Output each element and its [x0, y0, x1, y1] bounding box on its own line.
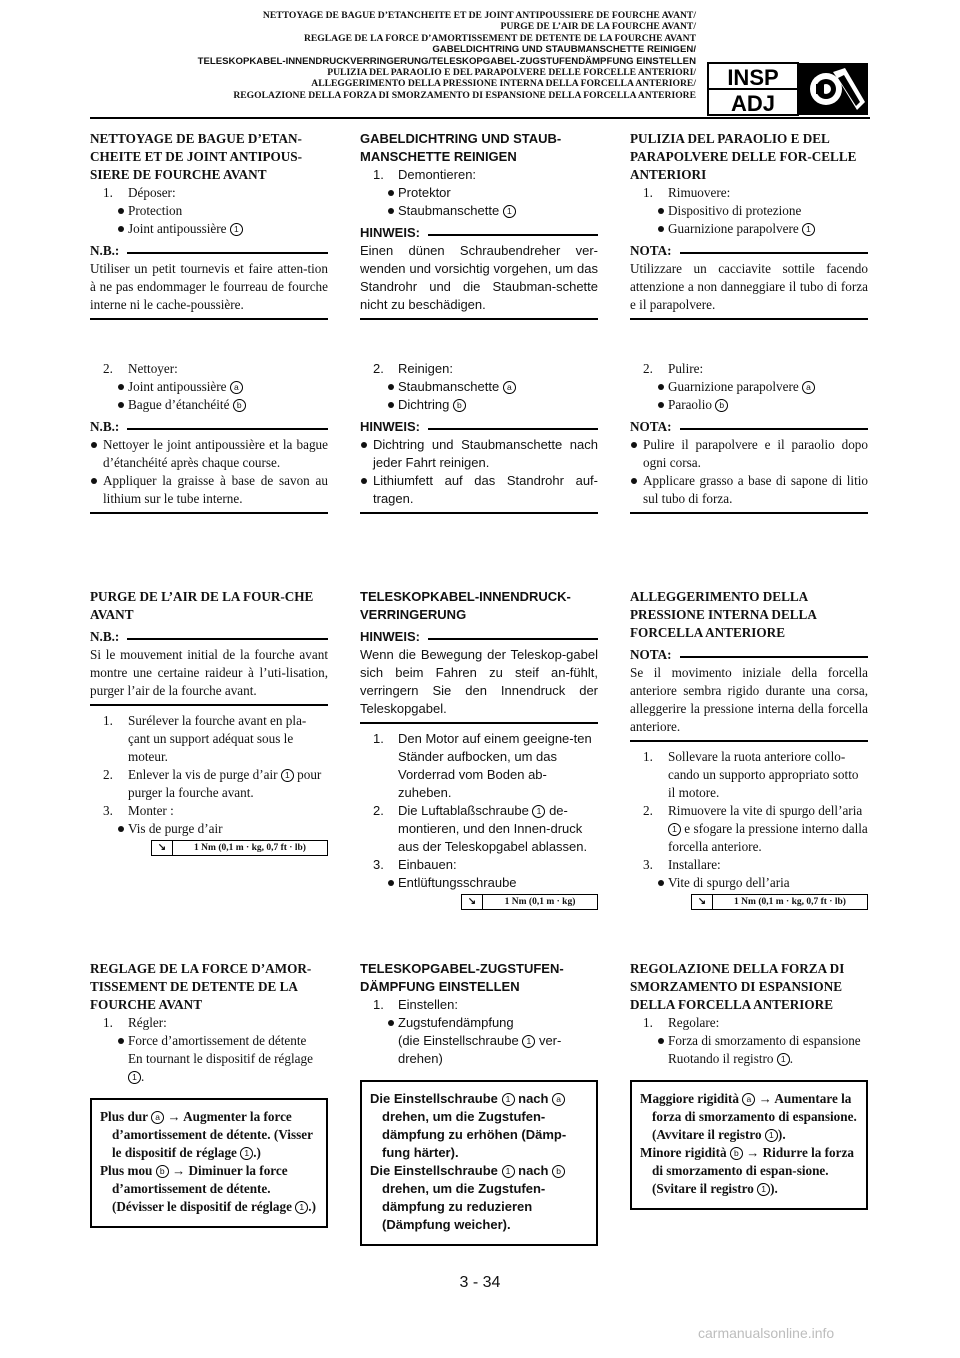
adjustment-box [90, 1098, 328, 1228]
list-item: Protektor [360, 184, 598, 202]
note-text: Utilizzare un cacciavite sottile facendo attenzione a non danneggiare il tubo di forza e il parapolvere. [630, 261, 868, 312]
list-item: Paraolio b [630, 396, 868, 414]
list-item: Staubmanschette a [360, 378, 598, 396]
box-line: Plus dur a → Augmenter la force d’amortissement de détente. (Visser le dispositif de réglage 1 .) [100, 1109, 313, 1160]
column-french: NETTOYAGE DE BAGUE D’ETAN-CHEITE ET DE JOINT ANTIPOUS-SIERE DE FOURCHE AVANT 1. Déposer: Protection Joint antipoussière 1 N.B.: Utiliser un petit tournevis et faire atten-tion à ne pas endommager le fourreau de fourche interne ni le cache-poussière. 2. Nettoyer: Joint antipoussière a Bague d’étanchéité b N.B.: Nettoyer le joint antipoussière et la bague d’étanchéité après chaque course. Appliquer la graisse à base de savon au lithium sur le tube interne. PURGE DE L’AIR DE LA FOUR-CHE AVANT N.B.: Si le mouvement initial de la fourche avant montre une certaine raideur à l’uti-lisation, purger l’air de la fourche avant. 1. Surélever la fourche avant en pla-çant un support adéquat sous le moteur. 2. Enlever la vis de purge d’air 1 pour purger la fourche avant. 3. Monter : Vis de purge d’air ↘ 1 Nm (0,1 m · kg, 0,7 ft · lb) REGLAGE DE LA FORCE D’AMOR-TISSEMENT DE DETENTE DE LA FOURCHE AVANT 1. Régler: Force d’amortissement de détente En tournant le dispositif de réglage 1 . Plus dur a → Augmenter la force d’amortissement de détente. (Visser le dispositif de réglage 1 .) Plus mou b → Diminuer la force d’amortissement de détente. (Dévisser le dispositif de réglage 1 .) [90, 130, 328, 1270]
list-item: Entlüftungsschraube [360, 874, 598, 892]
step-text: Sollevare la ruota anteriore collo-cando un supporto appropriato sotto il motore. [668, 749, 859, 800]
list-item-detail: (die Einstellschraube 1 ver-drehen) [398, 1033, 562, 1066]
list-item: Guarnizione parapolvere 1 [630, 220, 868, 238]
note-label: N.B.: [90, 419, 120, 434]
list-item: Vis de purge d’air [90, 820, 328, 838]
step-text: Surélever la fourche avant en pla-çant un support adéquat sous le moteur. [128, 713, 307, 764]
header-line: GABELDICHTRING UND STAUBMANSCHETTE REINIGEN/ [432, 44, 696, 56]
section-title: TELESKOPGABEL-ZUGSTUFEN-DÄMPFUNG EINSTELLEN [360, 961, 564, 994]
list-item: Bague d’étanchéité b [90, 396, 328, 414]
header-line: ALLEGGERIMENTO DELLA PRESSIONE INTERNA DELLA FORCELLA ANTERIORE/ [311, 78, 696, 90]
note-item: Dichtring und Staubmanschette nach jeder Fahrt reinigen. [360, 436, 598, 472]
note-label: HINWEIS: [360, 419, 420, 434]
step-text: Demontieren: [398, 167, 477, 182]
torque-wrench-icon: ↘ [152, 841, 173, 855]
list-item-detail: Ruotando il registro 1 . [668, 1051, 794, 1066]
step-text: Die Luftablaßschraube 1 de-montieren, und den Innen-druck aus der Teleskopgabel ablassen. [398, 803, 588, 854]
header-line: REGOLAZIONE DELLA FORZA DI SMORZAMENTO DI ESPANSIONE DELLA FORCELLA ANTERIORE [233, 89, 696, 101]
header-line: NETTOYAGE DE BAGUE D’ETANCHEITE ET DE JOINT ANTIPOUSSIERE DE FOURCHE AVANT/ [262, 10, 696, 21]
note-text: Wenn die Bewegung der Teleskop-gabel sich beim Fahren zu steif an-fühlt, verringern Sie den Innendruck der Teleskopgabel. [360, 647, 598, 716]
torque-spec: ↘ 1 Nm (0,1 m · kg, 0,7 ft · lb) [691, 894, 868, 910]
box-line: Minore rigidità b → Ridurre la forza di smorzamento di espan-sione. (Svitare il registro 1 ). [640, 1145, 854, 1196]
column-italian: PULIZIA DEL PARAOLIO E DEL PARAPOLVERE DELLE FOR-CELLE ANTERIORI 1. Rimuovere: Dispositivo di protezione Guarnizione parapolvere 1 NOTA: Utilizzare un cacciavite sottile facendo attenzione a non danneggiare il tubo di forza e il parapolvere. 2. Pulire: Guarnizione parapolvere a Paraolio b NOTA: Pulire il parapolvere e il paraolio dopo ogni corsa. Applicare grasso a base di sapone di litio sul tubo di forza. ALLEGGERIMENTO DELLA PRESSIONE INTERNA DELLA FORCELLA ANTERIORE NOTA: Se il movimento iniziale della forcella anteriore sembra rigido durante una corsa, alleggerire la pressione interna della forcella anteriore. 1. Sollevare la ruota anteriore collo-cando un supporto appropriato sotto il motore. 2. Rimuovere la vite di spurgo dell’aria 1 e sfogare la pressione interno dalla forcella anteriore. 3. Installare: Vite di spurgo dell’aria ↘ 1 Nm (0,1 m · kg, 0,7 ft · lb) REGOLAZIONE DELLA FORZA DI SMORZAMENTO DI ESPANSIONE DELLA FORCELLA ANTERIORE 1. Regolare: Forza di smorzamento di espansione Ruotando il registro 1 . Maggiore rigidità a → Aumentare la forza di smorzamento di espansione. (Avvitare il registro 1 ). Minore rigidità b → Ridurre la forza di smorzamento di espan-sione. (Svitare il registro 1 ). [630, 130, 868, 1270]
header-rule [90, 117, 870, 119]
note-label: NOTA: [630, 647, 672, 662]
torque-spec: ↘ 1 Nm (0,1 m · kg, 0,7 ft · lb) [151, 840, 328, 856]
box-line: Plus mou b → Diminuer la force d’amortissement de détente. (Dévisser le dispositif de réglage 1 .) [100, 1163, 316, 1214]
note-label: NOTA: [630, 419, 672, 434]
note-label: NOTA: [630, 243, 672, 258]
step-text: Enlever la vis de purge d’air 1 pour purger la fourche avant. [128, 767, 322, 800]
page-header [198, 10, 696, 101]
step-text: Installare: [668, 857, 721, 872]
column-german: GABELDICHTRING UND STAUB-MANSCHETTE REINIGEN 1. Demontieren: Protektor Staubmanschette 1 HINWEIS: Einen dünen Schraubendreher ver-wenden und vorsichtig vorgehen, um das Standrohr und die Staubman-schette nicht zu beschädigen. 2. Reinigen: Staubmanschette a Dichtring b HINWEIS: Dichtring und Staubmanschette nach jeder Fahrt reinigen. Lithiumfett auf das Standrohr auf-tragen. TELESKOPKABEL-INNENDRUCK-VERRINGERUNG HINWEIS: Wenn die Bewegung der Teleskop-gabel sich beim Fahren zu steif an-fühlt, verringern Sie den Innendruck der Teleskopgabel. 1. Den Motor auf einem geeigne-ten Ständer aufbocken, um das Vorderrad vom Boden ab-zuheben. 2. Die Luftablaßschraube 1 de-montieren, und den Innen-druck aus der Teleskopgabel ablassen. 3. Einbauen: Entlüftungsschraube ↘ 1 Nm (0,1 m · kg) TELESKOPGABEL-ZUGSTUFEN-DÄMPFUNG EINSTELLEN 1. Einstellen: Zugstufendämpfung (die Einstellschraube 1 ver-drehen) Die Einstellschraube 1 nach a drehen, um die Zugstufen-dämpfung zu erhöhen (Dämp-fung härter). Die Einstellschraube 1 nach b drehen, um die Zugstufen-dämpfung zu reduzieren (Dämpfung weicher). [360, 130, 598, 1270]
note-text: Utiliser un petit tournevis et faire atten-tion à ne pas endommager le fourreau de fourche interne ni le cache-poussière. [90, 261, 328, 312]
step-text: Rimuovere la vite di spurgo dell’aria 1 e sfogare la pressione interno dalla forcella anteriore. [668, 803, 868, 854]
step-text: Déposer: [128, 185, 176, 200]
note-item: Appliquer la graisse à base de savon au lithium sur le tube interne. [90, 472, 328, 508]
list-item-detail: En tournant le dispositif de réglage 1 . [128, 1051, 313, 1084]
list-item: Protection [90, 202, 328, 220]
note-text: Si le mouvement initial de la fourche avant montre une certaine raideur à l’uti-lisation, purger l’air de la fourche avant. [90, 647, 328, 698]
note-item: Pulire il parapolvere e il paraolio dopo ogni corsa. [630, 436, 868, 472]
list-item: Dichtring b [360, 396, 598, 414]
watermark: carmanualsonline.info [698, 1325, 835, 1341]
list-item: Zugstufendämpfung [360, 1014, 598, 1032]
step-text: Einbauen: [398, 857, 457, 872]
section-title: GABELDICHTRING UND STAUB-MANSCHETTE REINIGEN [360, 131, 562, 164]
header-line: TELESKOPKABEL-INNENDRUCKVERRINGERUNG/TELESKOPGABEL-ZUGSTUFENDÄMPFUNG EINSTELLEN [197, 55, 696, 67]
list-item: Joint antipoussière 1 [90, 220, 328, 238]
list-item: Vite di spurgo dell’aria [630, 874, 868, 892]
step-text: Regolare: [668, 1015, 720, 1030]
box-line: Maggiore rigidità a → Aumentare la forza di smorzamento di espansione. (Avvitare il registro 1 ). [640, 1091, 857, 1142]
list-item: Joint antipoussière a [90, 378, 328, 396]
section-title: TELESKOPKABEL-INNENDRUCK-VERRINGERUNG [360, 589, 571, 622]
step-text: Pulire: [668, 361, 704, 376]
adjustment-box [360, 1080, 598, 1246]
torque-wrench-icon: ↘ [462, 895, 483, 909]
note-item: Lithiumfett auf das Standrohr auf-tragen. [360, 472, 598, 508]
header-line: PURGE DE L’AIR DE LA FOURCHE AVANT/ [500, 21, 696, 33]
page-number: 3 - 34 [459, 1274, 501, 1291]
note-text: Se il movimento iniziale della forcella anteriore sembra rigido durante una corsa, alleggerire la pressione interna della forcella anteriore. [630, 665, 868, 734]
note-label: HINWEIS: [360, 629, 420, 644]
torque-wrench-icon: ↘ [692, 895, 713, 909]
step-text: Den Motor auf einem geeigne-ten Ständer aufbocken, um das Vorderrad vom Boden ab-zuheben. [398, 731, 592, 800]
note-label: HINWEIS: [360, 225, 420, 240]
note-label: N.B.: [90, 243, 120, 258]
section-title: ALLEGGERIMENTO DELLA PRESSIONE INTERNA DELLA FORCELLA ANTERIORE [630, 589, 817, 640]
box-line: Die Einstellschraube 1 nach b drehen, um die Zugstufen-dämpfung zu reduzieren (Dämpfung weicher). [370, 1162, 588, 1234]
section-title: REGLAGE DE LA FORCE D’AMOR-TISSEMENT DE DETENTE DE LA FOURCHE AVANT [90, 961, 312, 1012]
box-line: Die Einstellschraube 1 nach a drehen, um die Zugstufen-dämpfung zu erhöhen (Dämp-fung härter). [370, 1091, 567, 1160]
header-line: PULIZIA DEL PARAOLIO E DEL PARAPOLVERE DELLE FORCELLE ANTERIORI/ [327, 67, 696, 79]
badge-insp-text: INSP [727, 65, 779, 90]
step-text: Régler: [128, 1015, 167, 1030]
step-text: Rimuovere: [668, 185, 731, 200]
section-title: REGOLAZIONE DELLA FORZA DI SMORZAMENTO DI ESPANSIONE DELLA FORCELLA ANTERIORE [630, 961, 845, 1012]
note-item: Applicare grasso a base di sapone di litio sul tubo di forza. [630, 472, 868, 508]
note-label: N.B.: [90, 629, 120, 644]
note-item: Nettoyer le joint antipoussière et la bague d’étanchéité après chaque course. [90, 436, 328, 472]
list-item: Force d’amortissement de détente [90, 1032, 328, 1050]
list-item: Guarnizione parapolvere a [630, 378, 868, 396]
insp-adj-badge [707, 62, 869, 116]
list-item: Staubmanschette 1 [360, 202, 598, 220]
torque-spec: ↘ 1 Nm (0,1 m · kg) [461, 894, 598, 910]
section-title: NETTOYAGE DE BAGUE D’ETAN-CHEITE ET DE JOINT ANTIPOUS-SIERE DE FOURCHE AVANT [90, 131, 303, 182]
list-item: Forza di smorzamento di espansione [630, 1032, 868, 1050]
header-line: REGLAGE DE LA FORCE D’AMORTISSEMENT DE DETENTE DE LA FOURCHE AVANT [303, 32, 696, 44]
step-text: Monter : [128, 803, 174, 818]
step-text: Reinigen: [398, 361, 453, 376]
list-item: Dispositivo di protezione [630, 202, 868, 220]
badge-adj-text: ADJ [730, 91, 776, 116]
adjustment-box [630, 1080, 868, 1210]
step-text: Nettoyer: [128, 361, 178, 376]
step-text: Einstellen: [398, 997, 458, 1012]
note-text: Einen dünen Schraubendreher ver-wenden und vorsichtig vorgehen, um das Standrohr und die Staubman-schette nicht zu beschädigen. [360, 243, 598, 312]
section-title: PURGE DE L’AIR DE LA FOUR-CHE AVANT [90, 589, 314, 622]
section-title: PULIZIA DEL PARAOLIO E DEL PARAPOLVERE DELLE FOR-CELLE ANTERIORI [630, 131, 857, 182]
